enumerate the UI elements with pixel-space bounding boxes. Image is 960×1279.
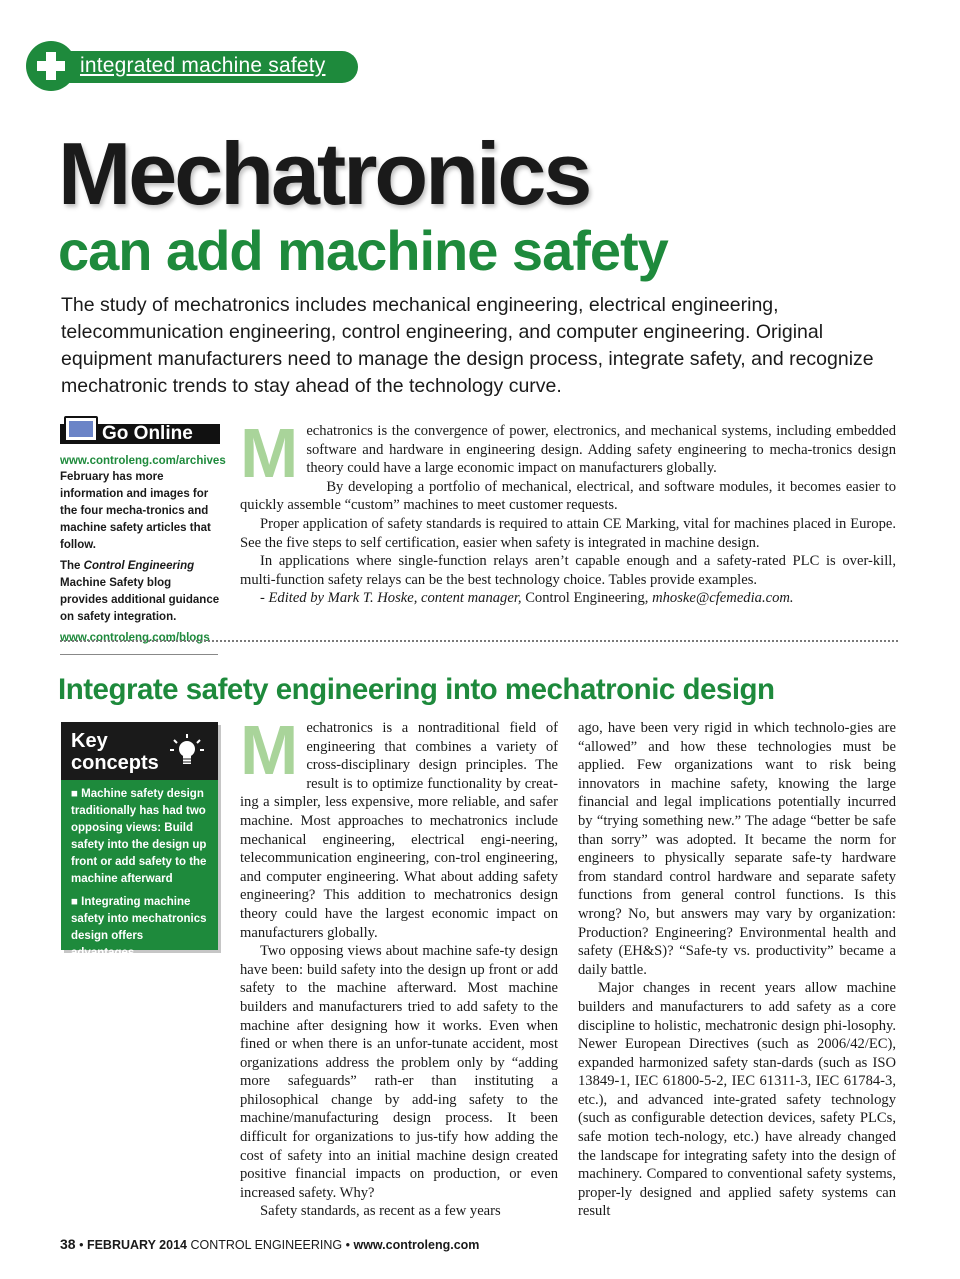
page-number: 38 <box>60 1236 76 1252</box>
intro-text <box>240 414 896 608</box>
page-footer <box>60 1236 479 1252</box>
intro-credit <box>240 589 896 608</box>
archives-link[interactable]: www.controleng.com/archives <box>60 455 226 467</box>
section-tab-label: integrated machine safety <box>80 54 326 77</box>
lightbulb-icon <box>168 732 206 776</box>
intro-dropcap: M <box>240 414 299 492</box>
section-heading: Integrate safety engineering into mechatronic design <box>58 673 775 706</box>
footer-bullet: • <box>345 1238 350 1252</box>
key-concept-item: ■ Machine safety design traditionally has had two opposing views: Build safety into the design up front or add safety to the machine afterward <box>71 788 207 885</box>
body-paragraph: Two opposing views about machine safe-ty design have been: build safety into the design up front or add safety to the machine afterward. Most machine builders and manufacturers tried to add safety to the machine after designing how it works. Even when fined or when there is an unfor-tunate accident, most organizations address the problem only by “adding more safeguards” rath-er than instituting a philosophical change by add-ing safety to the machine/manufacturing design process. It been difficult for organizations to jus-tify how adding the cost of safety into an initial machine design created positive financial impacts on production, or even increased safety. Why? <box>240 943 558 1201</box>
intro-paragraph-1-text: echatronics is the convergence of power, electronics, and mechanical systems, including embedded software and hardware in engineering design. Adding safety engineering to mecha-tronics design theory could have a large economic impact on manufacturers globally. <box>306 423 896 477</box>
intro-paragraph-1 <box>240 414 896 492</box>
intro-paragraph-2: By developing a portfolio of mechanical, electrical, and software modules, it becomes easier to quickly assemble “custom” machines to meet customer requests. <box>240 478 896 514</box>
article-subtitle: can add machine safety <box>58 219 668 282</box>
key-concepts-title <box>71 730 159 774</box>
go-online-header <box>60 416 220 446</box>
body-paragraph: ago, have been very rigid in which technolo-gies are “allowed” and how these technologies must be applied. Few organizations want to risk being innovators in machine safety, knowing the large financial and legal implications potentially incurred by “trying something new.” The adage “better be safe than sorry” was adopted. It became the norm for engineers to physically separate safe-ty hardware from standard control hardware and separate safety functions from general control functions. Is this wrong? No, but answers may vary by organization: Production? Engineering? Environmental health and safety (EH&S)? “Safe-ty vs. productivity” became a daily battle. <box>578 720 896 978</box>
body-paragraph: Major changes in recent years allow machine builders and manufacturers to add safety as a core discipline to holistic, mechatronic design phi-losophy. Newer European Directives (such as 2006/42/EC), expanded harmonized safety stan-dards (such as ISO 13849-1, IEC 61800-5-2, IEC 61311-3, IEC 61784-3, etc.), and advanced inte-grated safety technology (such as configurable detection devices, safety PLCs, safe motion tech-nology, etc.) have already changed the landscape for integrating safety into the design of machinery. Compared to conventional safety systems, proper-ly designed and applied safety systems can result <box>578 980 896 1220</box>
body-dropcap: M <box>240 711 299 789</box>
key-concepts-title-line2: concepts <box>71 752 159 774</box>
go-online-text-2-italic: Control Engineering <box>83 560 195 572</box>
footer-issue: FEBRUARY 2014 <box>86 1238 187 1252</box>
go-online-text-2 <box>60 558 220 626</box>
go-online-rule <box>60 654 218 655</box>
intro-paragraph-3: Proper application of safety standards is required to attain CE Marking, vital for machines placed in Europe. See the five steps to self certification, easier when safety is integrated in machine design. <box>240 515 896 551</box>
article-deck: The study of mechatronics includes mechanical engineering, electrical engineering, telecommunication engineering, control engineering, and computer engineering. Original equipment manufacturers need to manage the design process, integrate safety, and recognize mechatronic trends to stay ahead of the technology curve. <box>61 294 874 397</box>
body-paragraph-1-text: echatronics is a nontraditional field of engineering that combines a variety of cross-disciplinary design principles. The result is to optimize functionality by creat-ing a simpler, less expensive, more reliable, and safer machine. Most approaches to mechatronics include mechanical engineering, electrical engi-neering, telecommunication engineering, con-trol engineering, and computer engineering. What about adding safety engineering? This addition to mechatronics design theory could have the largest economic impact on manufacturers globally. <box>240 720 558 941</box>
plus-icon <box>26 41 76 91</box>
go-online-text-2-rest: Machine Safety blog provides additional guidance on safety integration. <box>60 577 220 623</box>
dotted-divider <box>60 640 898 642</box>
go-online-box <box>60 416 226 655</box>
go-online-text-2-prefix: The <box>60 560 81 572</box>
key-concept-item: ■ Integrating machine safety into mechatronics design offers advantages. <box>71 896 207 959</box>
credit-editor: - Edited by Mark T. Hoske, content manager, <box>260 590 522 607</box>
section-tab <box>26 41 358 91</box>
key-concepts-list <box>71 786 211 968</box>
body-column-1 <box>240 711 558 1221</box>
go-online-label: Go Online <box>102 423 193 444</box>
blogs-link[interactable]: www.controleng.com/blogs <box>60 632 210 644</box>
key-concepts-title-line1: Key <box>71 730 108 752</box>
credit-publication: Control Engineering, <box>525 590 649 607</box>
go-online-text-1: February has more information and images for the four mecha-tronics and machine safety articles that follow. <box>60 471 211 551</box>
credit-email[interactable]: mhoske@cfemedia.com. <box>652 590 794 607</box>
footer-bullet: • <box>79 1238 84 1252</box>
intro-paragraph-4: In applications where single-function relays aren’t capable enough and a safety-rated PLC is over-kill, multi-function safety relays can be the best technology choice. Tables provide examples. <box>240 553 896 588</box>
body-paragraph: Safety standards, as recent as a few years <box>260 1203 501 1220</box>
computer-monitor-icon <box>64 416 98 442</box>
footer-publication: CONTROL ENGINEERING <box>190 1238 343 1252</box>
footer-url[interactable]: www.controleng.com <box>353 1238 480 1252</box>
body-column-2 <box>578 719 896 1221</box>
article-title: Mechatronics <box>58 124 590 223</box>
body-paragraph <box>240 711 558 942</box>
